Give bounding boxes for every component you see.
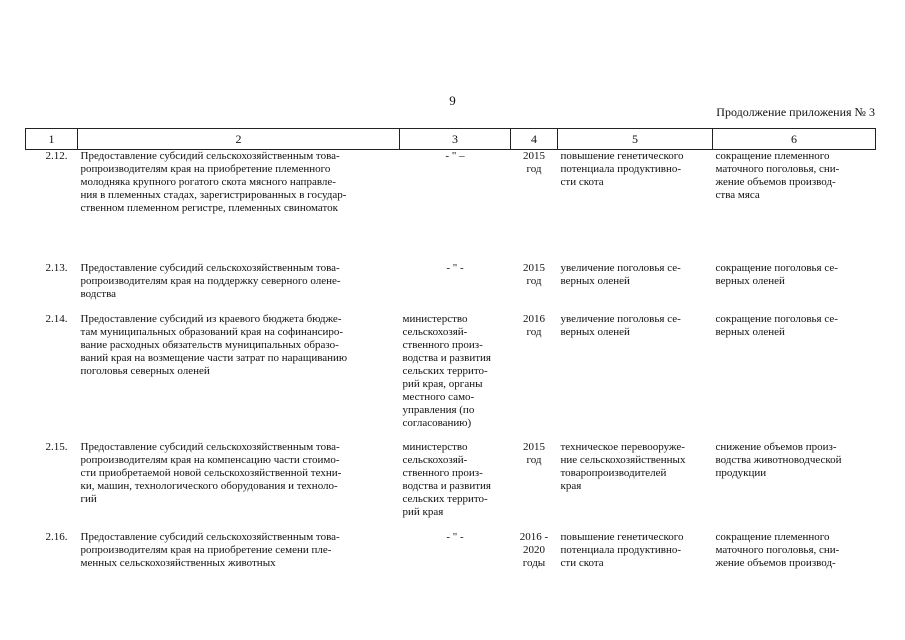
row-period: 2015 год [523,440,545,466]
column-header-3: 3 [400,129,511,150]
row-executor: - " - [446,261,464,274]
row-consequence: сокращение племенного маточного поголовья, сни- жение объемов производ- ства мяса [715,150,840,201]
row-number: 2.12. [45,150,68,162]
table-row [26,441,876,531]
row-consequence: сокращение поголовья се- верных оленей [715,312,838,338]
row-number: 2.13. [45,261,68,274]
row-executor: - " - [446,530,464,543]
row-consequence: сокращение племенного маточного поголовья, сни- жение объемов производ- [715,530,840,569]
row-description: Предоставление субсидий сельскохозяйственным това- ропроизводителям края на поддержку северного олене- водства [80,261,341,300]
row-period: 2016 год [523,312,545,338]
appendix-continuation-label: Продолжение приложения № 3 [716,105,875,119]
row-consequence: снижение объемов произ- водства животноводческой продукции [715,440,842,479]
page-number: 9 [449,93,456,108]
row-period: 2015 год [523,261,545,287]
row-number: 2.14. [45,312,68,325]
column-header-2: 2 [78,129,400,150]
row-executor: - " – [445,150,465,162]
row-result: техническое перевооруже- ние сельскохозяйственных товаропроизводителей края [560,440,686,492]
column-header-1: 1 [26,129,78,150]
row-description: Предоставление субсидий сельскохозяйственным това- ропроизводителям края на приобретение семени пле- менных сельскохозяйственных животных [80,530,340,569]
row-result: повышение генетического потенциала продуктивно- сти скота [560,530,684,569]
measures-table [25,128,876,570]
table-row [26,150,876,262]
row-period: 2016 - 2020 годы [519,530,549,569]
row-result: увеличение поголовья се- верных оленей [560,261,681,287]
row-description: Предоставление субсидий сельскохозяйственным това- ропроизводителям края на компенсацию части стоимо- сти приобретаемой новой сельскохозяйственной техни- ки, машин, технологического оборудования и техноло- гий [80,440,342,505]
table-row [26,262,876,313]
column-header-6: 6 [713,129,876,150]
table-row [26,313,876,441]
column-header-4: 4 [511,129,558,150]
row-executor: министерство сельскохозяй- ственного произ- водства и развития сельских террито- рий края, органы местного само- управления (по согласованию) [402,312,491,429]
row-result: повышение генетического потенциала продуктивно- сти скота [560,150,684,188]
table-header-row [26,129,876,150]
row-executor: министерство сельскохозяй- ственного произ- водства и развития сельских террито- рий края [402,440,491,518]
column-header-5: 5 [558,129,713,150]
row-result: увеличение поголовья се- верных оленей [560,312,681,338]
row-description: Предоставление субсидий сельскохозяйственным това- ропроизводителям края на приобретение племенного молодняка крупного рогатого скота мясного направле- ния в племенных стадах, зарегистрированных в государ- ственном племенном регистре, племенных свиноматок [80,150,347,214]
table-row [26,531,876,570]
row-number: 2.16. [45,530,68,543]
row-consequence: сокращение поголовья се- верных оленей [715,261,838,287]
row-number: 2.15. [45,440,68,453]
row-period: 2015 год [523,150,545,175]
row-description: Предоставление субсидий из краевого бюджета бюдже- там муниципальных образований края на софинансиро- вание расходных обязательств муниципальных образо- ваний края на возмещение части затрат по наращиванию поголовья северных оленей [80,312,348,377]
